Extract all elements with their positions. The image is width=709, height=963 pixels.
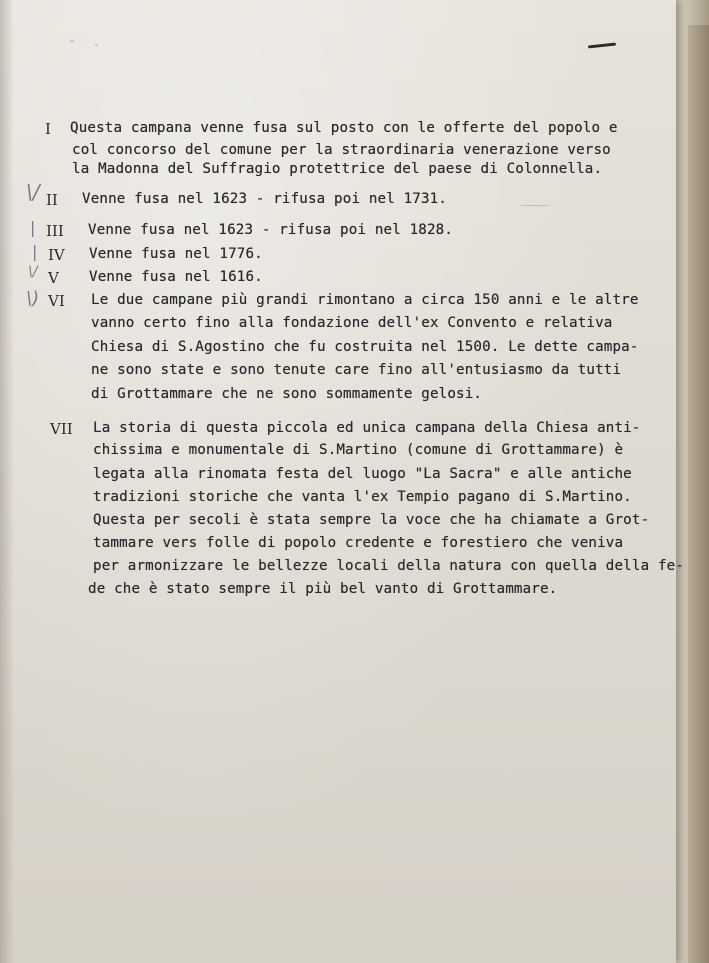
text-line: ne sono state e sono tenute care fino all'entusiasmo da tutti xyxy=(91,362,622,378)
text-line: Venne fusa nel 1623 - rifusa poi nel 1828. xyxy=(88,222,454,238)
text-line: de che è stato sempre il più bel vanto di Grottammare. xyxy=(88,581,558,597)
section-numeral: IV xyxy=(48,246,65,264)
section-numeral: VI xyxy=(48,292,65,310)
section-numeral: V xyxy=(48,269,59,287)
text-line: Venne fusa nel 1623 - rifusa poi nel 1731. xyxy=(82,191,448,207)
text-line: Questa campana venne fusa sul posto con le offerte del popolo e xyxy=(70,120,618,136)
pencil-check-mark: \) xyxy=(26,288,40,309)
paper-speck xyxy=(95,44,98,46)
text-line: Venne fusa nel 1776. xyxy=(89,246,263,262)
text-line: tammare vers folle di popolo credente e forestiero che veniva xyxy=(93,535,624,551)
text-line: vanno certo fino alla fondazione dell'ex Convento e relativa xyxy=(91,315,613,331)
text-line: Questa per secoli è stata sempre la voce che ha chiamate a Grot- xyxy=(93,512,650,528)
text-line: la Madonna del Suffragio protettrice del paese di Colonnella. xyxy=(72,161,603,177)
pencil-tick-mark: | xyxy=(32,242,38,261)
paper-speck xyxy=(520,205,550,206)
paper-speck xyxy=(70,40,74,42)
text-line: Chiesa di S.Agostino che fu costruita nel 1500. Le dette campa- xyxy=(91,339,639,355)
pencil-tick-mark: | xyxy=(30,218,36,237)
text-line: Venne fusa nel 1616. xyxy=(89,269,263,285)
page-shadow-edge xyxy=(0,0,14,963)
pen-dash-mark xyxy=(588,43,616,49)
pencil-check-mark: \/ xyxy=(28,264,38,280)
section-numeral: III xyxy=(46,222,64,240)
text-line: di Grottammare che ne sono sommamente gelosi. xyxy=(91,386,483,402)
underlying-sheet-edge xyxy=(688,25,709,963)
text-line: La storia di questa piccola ed unica campana della Chiesa anti- xyxy=(93,420,641,436)
text-line: tradizioni storiche che vanta l'ex Tempio pagano di S.Martino. xyxy=(93,489,632,505)
section-numeral: I xyxy=(45,120,51,138)
section-numeral: II xyxy=(46,191,58,209)
text-line: per armonizzare le bellezze locali della natura con quella della fe- xyxy=(93,558,685,574)
text-line: Le due campane più grandi rimontano a circa 150 anni e le altre xyxy=(91,292,639,308)
text-line: col concorso del comune per la straordinaria venerazione verso xyxy=(72,142,611,158)
pencil-check-mark: \/ xyxy=(26,180,40,204)
text-line: legata alla rinomata festa del luogo "La Sacra" e alle antiche xyxy=(93,466,632,482)
text-line: chissima e monumentale di S.Martino (comune di Grottammare) è xyxy=(93,442,624,458)
section-numeral: VII xyxy=(50,420,73,438)
